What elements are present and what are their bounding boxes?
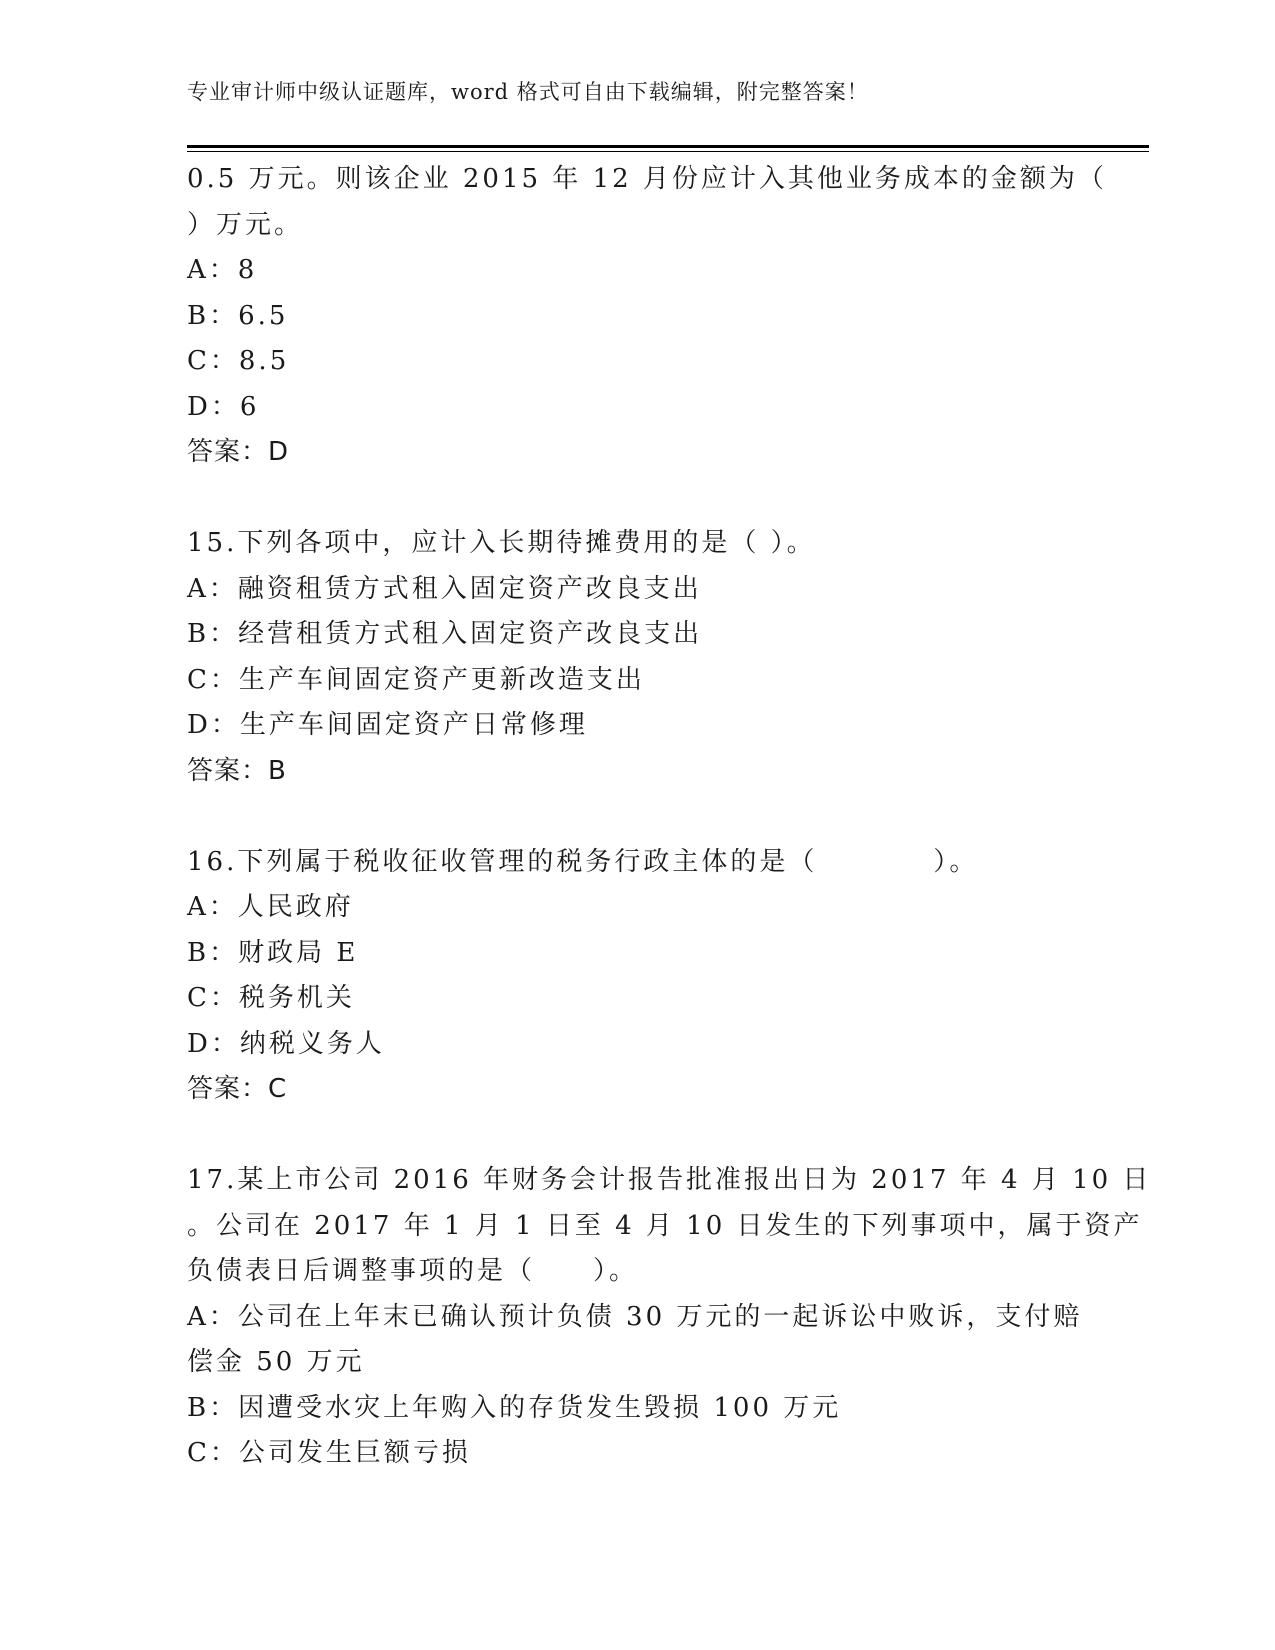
question-stem-line: 17.某上市公司 2016 年财务会计报告批准报出日为 2017 年 4 月 10 日 (187, 1165, 1152, 1195)
option-b: B：6.5 (187, 300, 289, 331)
question-stem-line: 15.下列各项中，应计入长期待摊费用的是（ ）。 (187, 528, 816, 558)
answer-line: 答案：C (187, 1074, 288, 1104)
option-a: A：8 (187, 255, 258, 285)
question-17 (187, 1158, 1152, 1477)
answer-line: 答案：B (187, 755, 287, 786)
question-stem-line: 0.5 万元。则该企业 2015 年 12 月份应计入其他业务成本的金额为（ (187, 164, 1107, 194)
spacer (187, 1113, 1067, 1159)
page-header: 专业审计师中级认证题库，word 格式可自由下载编辑，附完整答案！ (187, 80, 869, 104)
option-d: D：生产车间固定资产日常修理 (187, 710, 588, 740)
option-c: C：税务机关 (187, 983, 355, 1013)
question-content (187, 157, 1152, 1477)
question-15 (187, 521, 1067, 794)
option-a: A：融资租赁方式租入固定资产改良支出 (187, 573, 702, 604)
question-stem-line: 16.下列属于税收征收管理的税务行政主体的是（ ）。 (187, 846, 979, 877)
option-c: C：公司发生巨额亏损 (187, 1438, 471, 1468)
option-c: C：生产车间固定资产更新改造支出 (187, 664, 645, 695)
option-b: B：因遭受水灾上年购入的存货发生毁损 100 万元 (187, 1392, 842, 1423)
answer-line: 答案：D (187, 437, 290, 467)
option-d: D：6 (187, 391, 260, 422)
spacer (187, 794, 1067, 840)
option-a: A：人民政府 (187, 892, 354, 922)
option-a-continued: 偿金 50 万元 (187, 1347, 365, 1377)
question-14 (187, 157, 1107, 476)
question-stem-line: 负债表日后调整事项的是（ ）。 (187, 1256, 639, 1286)
option-b: B：经营租赁方式租入固定资产改良支出 (187, 619, 703, 649)
option-d: D：纳税义务人 (187, 1028, 385, 1059)
header-rule-thick (187, 145, 1149, 148)
option-a: A：公司在上年末已确认预计负债 30 万元的一起诉讼中败诉，支付赔 (187, 1301, 1083, 1332)
option-b: B：财政局 E (187, 937, 359, 968)
question-stem-line: 。公司在 2017 年 1 月 1 日至 4 月 10 日发生的下列事项中，属于资产 (187, 1210, 1143, 1241)
question-stem-line: ）万元。 (187, 209, 304, 240)
option-c: C：8.5 (187, 346, 290, 376)
header-rule-thin (187, 151, 1149, 152)
question-16 (187, 840, 1067, 1113)
spacer (187, 476, 1067, 522)
